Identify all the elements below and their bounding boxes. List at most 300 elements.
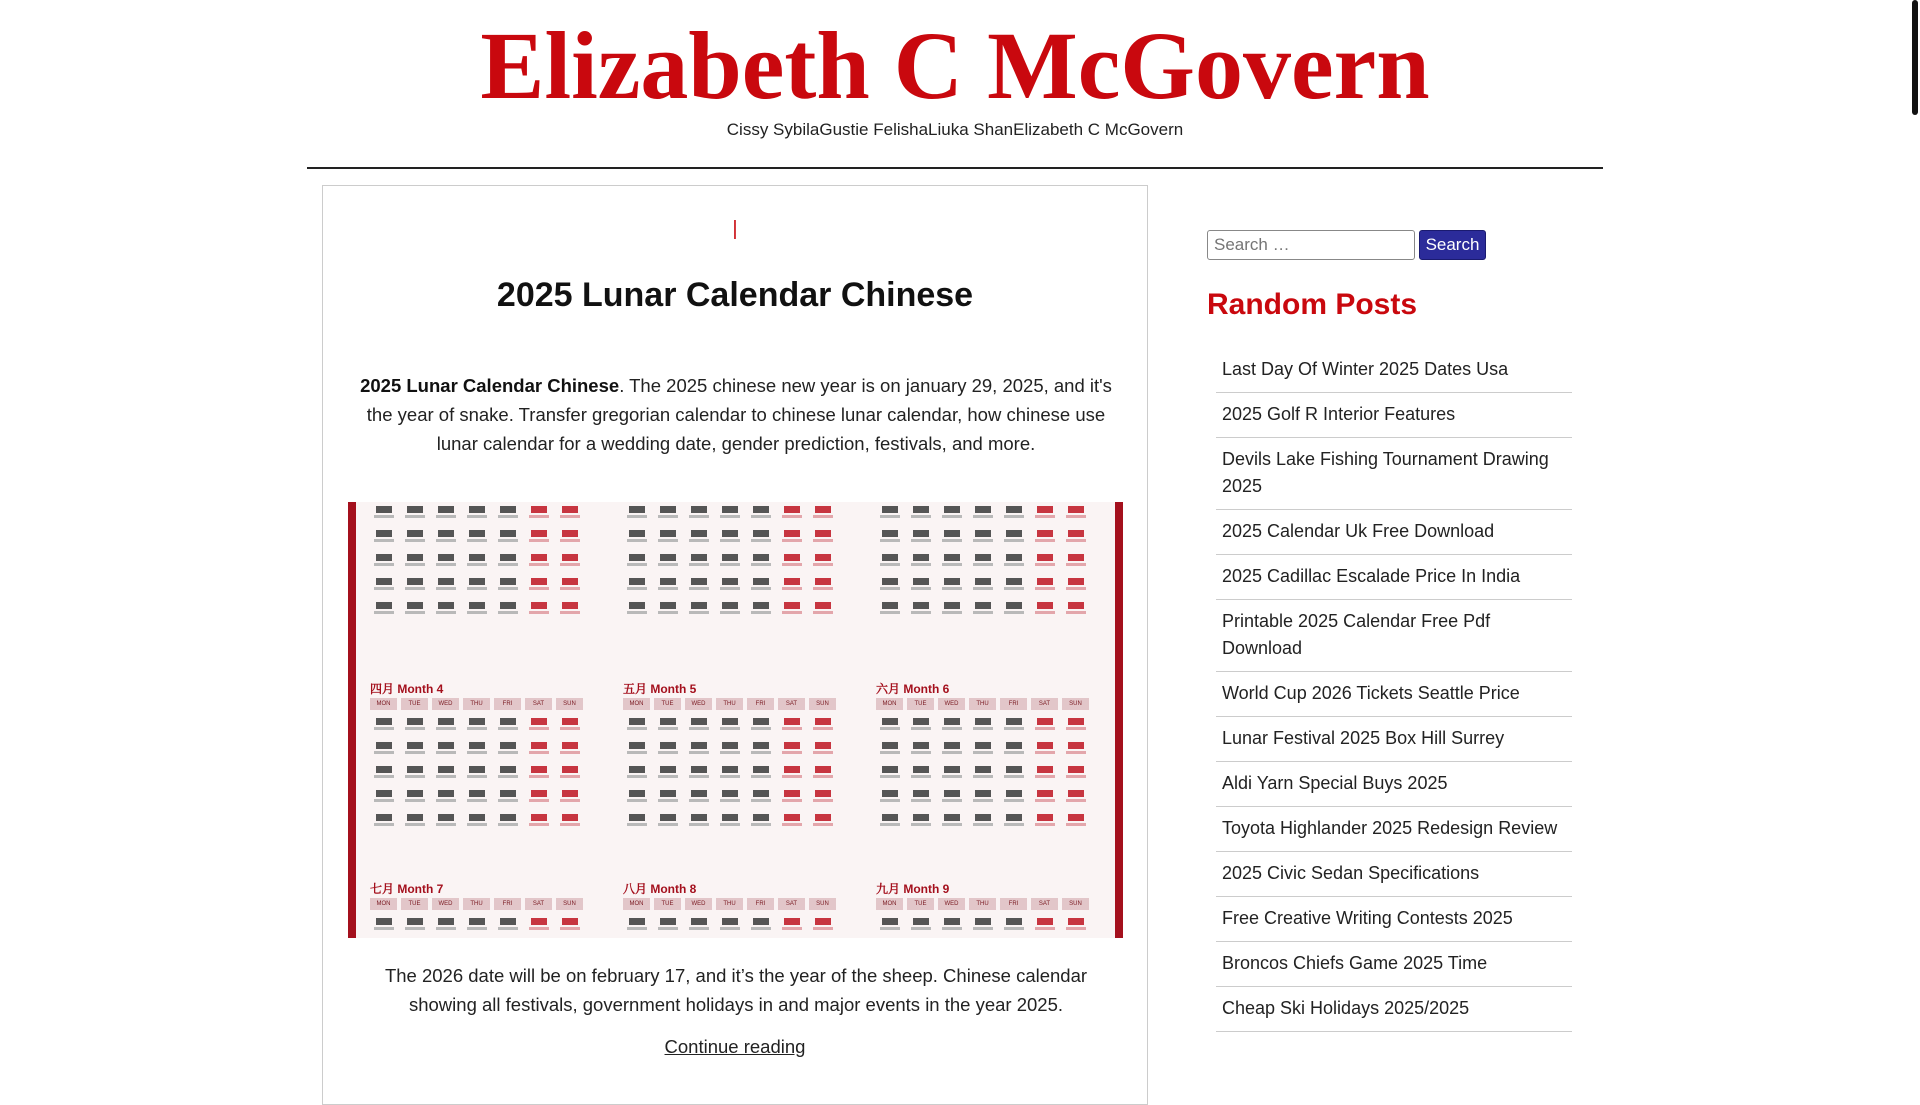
calendar-month	[862, 502, 1115, 658]
calendar-day-cell	[463, 530, 490, 546]
calendar-week-row	[876, 530, 1101, 546]
calendar-day-cell	[778, 530, 805, 546]
calendar-day-cell	[525, 790, 552, 806]
calendar-day-cell	[1031, 554, 1058, 570]
calendar-month	[862, 858, 1115, 938]
calendar-month	[862, 658, 1115, 858]
calendar-weekday-row	[623, 898, 848, 910]
calendar-weekday: WED	[685, 698, 712, 710]
calendar-day-cell	[432, 718, 459, 734]
calendar-day-cell	[747, 790, 774, 806]
calendar-day-cell	[432, 506, 459, 522]
random-post-item	[1216, 510, 1572, 555]
calendar-weekday: MON	[623, 898, 650, 910]
calendar-day-cell	[938, 742, 965, 758]
calendar-day-cell	[370, 766, 397, 782]
calendar-day-cell	[463, 578, 490, 594]
calendar-day-cell	[907, 766, 934, 782]
calendar-day-cell	[654, 718, 681, 734]
calendar-day-cell	[525, 718, 552, 734]
calendar-month-label: 五月 Month 5	[623, 682, 697, 696]
calendar-week-row	[370, 790, 595, 806]
nav-link-liuka-shan[interactable]: Liuka Shan	[928, 120, 1014, 139]
calendar-day-cell	[747, 814, 774, 830]
calendar-day-cell	[370, 578, 397, 594]
calendar-weekday: THU	[716, 898, 743, 910]
calendar-day-cell	[809, 530, 836, 546]
calendar-day-cell	[654, 578, 681, 594]
calendar-day-cell	[525, 506, 552, 522]
calendar-day-cell	[778, 718, 805, 734]
calendar-day-cell	[907, 742, 934, 758]
random-post-link[interactable]: 2025 Civic Sedan Specifications	[1222, 863, 1480, 883]
calendar-week-row	[623, 554, 848, 570]
top-navigation	[0, 120, 1910, 140]
calendar-day-cell	[716, 766, 743, 782]
calendar-image	[348, 502, 1123, 938]
random-post-link[interactable]: Cheap Ski Holidays 2025/2025	[1222, 998, 1470, 1018]
calendar-day-cell	[685, 742, 712, 758]
calendar-week-row	[623, 530, 848, 546]
calendar-month	[356, 858, 609, 938]
random-post-link[interactable]: World Cup 2026 Tickets Seattle Price	[1222, 683, 1520, 703]
calendar-day-cell	[525, 530, 552, 546]
calendar-day-cell	[716, 814, 743, 830]
calendar-weekday-row	[370, 898, 595, 910]
calendar-day-cell	[747, 766, 774, 782]
calendar-week-row	[370, 742, 595, 758]
calendar-week-row	[370, 814, 595, 830]
calendar-day-cell	[525, 742, 552, 758]
calendar-day-cell	[494, 530, 521, 546]
random-post-item	[1216, 942, 1572, 987]
calendar-day-cell	[716, 506, 743, 522]
calendar-day-cell	[494, 578, 521, 594]
calendar-day-cell	[938, 602, 965, 618]
calendar-day-cell	[809, 814, 836, 830]
calendar-week-row	[876, 742, 1101, 758]
calendar-day-cell	[494, 506, 521, 522]
article-card	[322, 185, 1148, 1105]
calendar-day-cell	[654, 530, 681, 546]
calendar-day-cell	[556, 530, 583, 546]
calendar-day-cell	[716, 742, 743, 758]
calendar-day-cell	[525, 578, 552, 594]
calendar-day-cell	[716, 790, 743, 806]
calendar-day-cell	[623, 506, 650, 522]
calendar-week-row	[623, 718, 848, 734]
calendar-week-row	[370, 766, 595, 782]
calendar-weekday: FRI	[494, 698, 521, 710]
random-post-link[interactable]: Free Creative Writing Contests 2025	[1222, 908, 1513, 928]
calendar-day-cell	[432, 554, 459, 570]
calendar-week-row	[876, 814, 1101, 830]
post-intro-text: . The 2025 chinese new year is on january 29, 2025, and it's the year of snake. Transfer gregorian calendar to chinese lunar calendar, how chinese use lunar calendar for a wedding date, gender prediction, festivals, and more.	[366, 375, 1112, 454]
random-post-link[interactable]: 2025 Cadillac Escalade Price In India	[1222, 566, 1521, 586]
calendar-day-cell	[809, 718, 836, 734]
calendar-day-cell	[716, 718, 743, 734]
calendar-day-cell	[778, 790, 805, 806]
calendar-day-cell	[432, 602, 459, 618]
calendar-day-cell	[370, 530, 397, 546]
calendar-weekday: WED	[938, 698, 965, 710]
calendar-day-cell	[1000, 602, 1027, 618]
calendar-day-cell	[623, 790, 650, 806]
calendar-day-cell	[1062, 554, 1089, 570]
continue-reading-link[interactable]: Continue reading	[664, 1036, 806, 1057]
calendar-day-cell	[370, 814, 397, 830]
calendar-day-cell	[685, 718, 712, 734]
calendar-day-cell	[876, 742, 903, 758]
calendar-day-cell	[401, 918, 428, 934]
calendar-day-cell	[685, 530, 712, 546]
calendar-day-cell	[494, 814, 521, 830]
calendar-weekday: SAT	[525, 698, 552, 710]
calendar-day-cell	[1062, 766, 1089, 782]
calendar-day-cell	[556, 766, 583, 782]
site-title	[0, 8, 1910, 123]
calendar-day-cell	[1062, 506, 1089, 522]
calendar-day-cell	[463, 814, 490, 830]
calendar-weekday: MON	[876, 898, 903, 910]
calendar-day-cell	[809, 766, 836, 782]
calendar-day-cell	[1062, 742, 1089, 758]
nav-link-elizabeth-c-mcgovern[interactable]: Elizabeth C McGovern	[1013, 120, 1184, 139]
calendar-day-cell	[370, 554, 397, 570]
calendar-week-row	[623, 766, 848, 782]
calendar-day-cell	[1031, 790, 1058, 806]
calendar-day-cell	[556, 578, 583, 594]
calendar-day-cell	[685, 506, 712, 522]
calendar-day-cell	[463, 766, 490, 782]
calendar-day-cell	[556, 742, 583, 758]
random-post-link[interactable]: Aldi Yarn Special Buys 2025	[1222, 773, 1448, 793]
calendar-day-cell	[623, 814, 650, 830]
category-marker: |	[732, 218, 738, 240]
calendar-day-cell	[463, 742, 490, 758]
calendar-weekday-row	[623, 698, 848, 710]
calendar-day-cell	[938, 506, 965, 522]
calendar-day-cell	[654, 506, 681, 522]
calendar-month-label: 六月 Month 6	[876, 682, 950, 696]
calendar-day-cell	[778, 554, 805, 570]
calendar-weekday: SUN	[556, 698, 583, 710]
calendar-month-label: 八月 Month 8	[623, 882, 697, 896]
calendar-weekday: THU	[969, 898, 996, 910]
nav-link-gustie-felisha[interactable]: Gustie Felisha	[819, 120, 929, 139]
calendar-day-cell	[907, 530, 934, 546]
calendar-day-cell	[556, 814, 583, 830]
random-post-link[interactable]: Lunar Festival 2025 Box Hill Surrey	[1222, 728, 1505, 748]
calendar-day-cell	[401, 530, 428, 546]
calendar-day-cell	[747, 918, 774, 934]
calendar-weekday: FRI	[1000, 698, 1027, 710]
search-input[interactable]	[1207, 230, 1415, 260]
calendar-day-cell	[654, 742, 681, 758]
calendar-day-cell	[401, 742, 428, 758]
calendar-day-cell	[747, 506, 774, 522]
calendar-day-cell	[494, 918, 521, 934]
calendar-day-cell	[654, 766, 681, 782]
calendar-weekday: SAT	[778, 698, 805, 710]
calendar-week-row	[876, 918, 1101, 934]
calendar-day-cell	[1031, 918, 1058, 934]
calendar-day-cell	[1062, 718, 1089, 734]
calendar-week-row	[876, 602, 1101, 618]
calendar-day-cell	[938, 766, 965, 782]
calendar-week-row	[876, 578, 1101, 594]
calendar-day-cell	[876, 554, 903, 570]
calendar-week-row	[623, 814, 848, 830]
calendar-day-cell	[778, 506, 805, 522]
calendar-day-cell	[1062, 918, 1089, 934]
calendar-day-cell	[938, 918, 965, 934]
calendar-day-cell	[1031, 718, 1058, 734]
calendar-day-cell	[1031, 742, 1058, 758]
calendar-week-row	[623, 918, 848, 934]
calendar-day-cell	[809, 506, 836, 522]
calendar-day-cell	[778, 742, 805, 758]
calendar-weekday: THU	[463, 898, 490, 910]
calendar-day-cell	[876, 530, 903, 546]
random-post-link[interactable]: 2025 Golf R Interior Features	[1222, 404, 1456, 424]
calendar-day-cell	[525, 602, 552, 618]
calendar-day-cell	[463, 554, 490, 570]
calendar-day-cell	[370, 918, 397, 934]
calendar-day-cell	[1031, 602, 1058, 618]
calendar-day-cell	[809, 602, 836, 618]
calendar-day-cell	[432, 578, 459, 594]
calendar-day-cell	[778, 766, 805, 782]
calendar-weekday: SUN	[1062, 698, 1089, 710]
calendar-day-cell	[370, 718, 397, 734]
calendar-day-cell	[494, 790, 521, 806]
calendar-day-cell	[876, 602, 903, 618]
calendar-week-row	[623, 578, 848, 594]
calendar-day-cell	[969, 506, 996, 522]
calendar-week-row	[370, 578, 595, 594]
calendar-day-cell	[969, 530, 996, 546]
calendar-grid	[356, 502, 1115, 938]
calendar-day-cell	[809, 742, 836, 758]
calendar-day-cell	[525, 814, 552, 830]
calendar-day-cell	[778, 814, 805, 830]
calendar-day-cell	[1031, 766, 1058, 782]
calendar-weekday: FRI	[747, 698, 774, 710]
calendar-day-cell	[907, 718, 934, 734]
calendar-day-cell	[432, 742, 459, 758]
calendar-day-cell	[907, 814, 934, 830]
calendar-day-cell	[938, 718, 965, 734]
calendar-day-cell	[401, 554, 428, 570]
calendar-weekday: SAT	[525, 898, 552, 910]
calendar-day-cell	[1000, 506, 1027, 522]
calendar-day-cell	[556, 790, 583, 806]
calendar-day-cell	[1062, 578, 1089, 594]
calendar-day-cell	[938, 530, 965, 546]
calendar-day-cell	[556, 506, 583, 522]
calendar-day-cell	[494, 602, 521, 618]
calendar-day-cell	[525, 554, 552, 570]
calendar-weekday: SUN	[809, 898, 836, 910]
calendar-weekday: FRI	[494, 898, 521, 910]
calendar-day-cell	[938, 578, 965, 594]
calendar-day-cell	[778, 918, 805, 934]
calendar-day-cell	[969, 918, 996, 934]
calendar-week-row	[876, 766, 1101, 782]
calendar-weekday: WED	[685, 898, 712, 910]
calendar-day-cell	[876, 918, 903, 934]
nav-link-cissy-sybila[interactable]: Cissy Sybila	[726, 120, 820, 139]
site-title-link[interactable]: Elizabeth C McGovern	[480, 12, 1430, 119]
calendar-day-cell	[463, 790, 490, 806]
calendar-day-cell	[1000, 530, 1027, 546]
calendar-day-cell	[907, 602, 934, 618]
calendar-week-row	[876, 790, 1101, 806]
random-post-item	[1216, 555, 1572, 600]
calendar-day-cell	[1062, 814, 1089, 830]
calendar-day-cell	[432, 814, 459, 830]
calendar-day-cell	[747, 742, 774, 758]
calendar-day-cell	[716, 530, 743, 546]
calendar-day-cell	[556, 718, 583, 734]
calendar-month	[609, 502, 862, 658]
calendar-day-cell	[809, 554, 836, 570]
calendar-day-cell	[969, 766, 996, 782]
calendar-day-cell	[876, 766, 903, 782]
calendar-day-cell	[969, 554, 996, 570]
calendar-weekday: SUN	[556, 898, 583, 910]
calendar-day-cell	[969, 814, 996, 830]
calendar-month-label: 七月 Month 7	[370, 882, 444, 896]
calendar-day-cell	[401, 578, 428, 594]
calendar-day-cell	[969, 742, 996, 758]
calendar-weekday: TUE	[654, 898, 681, 910]
calendar-weekday: SAT	[778, 898, 805, 910]
calendar-day-cell	[623, 918, 650, 934]
random-post-item	[1216, 897, 1572, 942]
search-button[interactable]: Search	[1419, 230, 1486, 260]
random-post-link[interactable]: Printable 2025 Calendar Free Pdf Download	[1222, 611, 1491, 658]
calendar-day-cell	[401, 790, 428, 806]
calendar-day-cell	[969, 790, 996, 806]
calendar-day-cell	[716, 602, 743, 618]
calendar-day-cell	[432, 918, 459, 934]
calendar-day-cell	[969, 602, 996, 618]
random-post-link[interactable]: 2025 Calendar Uk Free Download	[1222, 521, 1495, 541]
random-post-link[interactable]: Broncos Chiefs Game 2025 Time	[1222, 953, 1488, 973]
random-post-link[interactable]: Devils Lake Fishing Tournament Drawing 2025	[1222, 449, 1549, 496]
calendar-day-cell	[463, 506, 490, 522]
calendar-weekday: SUN	[1062, 898, 1089, 910]
calendar-day-cell	[907, 578, 934, 594]
calendar-day-cell	[778, 602, 805, 618]
calendar-day-cell	[623, 530, 650, 546]
random-post-item	[1216, 987, 1572, 1032]
calendar-day-cell	[907, 554, 934, 570]
calendar-weekday: MON	[876, 698, 903, 710]
post-intro-bold: 2025 Lunar Calendar Chinese	[360, 375, 620, 396]
calendar-day-cell	[494, 718, 521, 734]
calendar-day-cell	[747, 578, 774, 594]
random-post-item	[1216, 600, 1572, 672]
calendar-day-cell	[1031, 506, 1058, 522]
calendar-day-cell	[654, 554, 681, 570]
calendar-week-row	[623, 790, 848, 806]
calendar-day-cell	[969, 578, 996, 594]
calendar-weekday: TUE	[654, 698, 681, 710]
calendar-weekday: WED	[938, 898, 965, 910]
calendar-day-cell	[809, 790, 836, 806]
calendar-day-cell	[747, 530, 774, 546]
calendar-day-cell	[1000, 918, 1027, 934]
calendar-week-row	[370, 506, 595, 522]
calendar-week-row	[370, 718, 595, 734]
calendar-day-cell	[876, 506, 903, 522]
calendar-day-cell	[685, 790, 712, 806]
calendar-weekday: FRI	[747, 898, 774, 910]
calendar-month	[356, 658, 609, 858]
calendar-day-cell	[401, 602, 428, 618]
calendar-day-cell	[907, 790, 934, 806]
calendar-weekday-row	[370, 698, 595, 710]
calendar-day-cell	[716, 578, 743, 594]
calendar-day-cell	[876, 814, 903, 830]
scrollbar-thumb[interactable]	[1912, 0, 1918, 115]
calendar-day-cell	[876, 790, 903, 806]
calendar-day-cell	[685, 814, 712, 830]
calendar-weekday: SAT	[1031, 898, 1058, 910]
calendar-day-cell	[1000, 766, 1027, 782]
calendar-week-row	[876, 718, 1101, 734]
calendar-weekday: THU	[716, 698, 743, 710]
calendar-day-cell	[716, 918, 743, 934]
random-post-link[interactable]: Toyota Highlander 2025 Redesign Review	[1222, 818, 1558, 838]
random-post-link[interactable]: Last Day Of Winter 2025 Dates Usa	[1222, 359, 1509, 379]
post-title[interactable]: 2025 Lunar Calendar Chinese	[496, 276, 974, 314]
calendar-day-cell	[654, 918, 681, 934]
calendar-week-row	[370, 918, 595, 934]
calendar-day-cell	[432, 530, 459, 546]
calendar-day-cell	[401, 814, 428, 830]
calendar-day-cell	[685, 766, 712, 782]
calendar-week-row	[623, 506, 848, 522]
calendar-weekday: MON	[370, 698, 397, 710]
calendar-day-cell	[809, 578, 836, 594]
calendar-day-cell	[623, 742, 650, 758]
calendar-week-row	[370, 530, 595, 546]
calendar-weekday: THU	[463, 698, 490, 710]
calendar-week-row	[876, 506, 1101, 522]
calendar-day-cell	[685, 578, 712, 594]
calendar-week-row	[370, 602, 595, 618]
calendar-week-row	[623, 602, 848, 618]
calendar-day-cell	[556, 602, 583, 618]
calendar-day-cell	[1000, 814, 1027, 830]
calendar-weekday: TUE	[401, 698, 428, 710]
calendar-day-cell	[623, 578, 650, 594]
random-post-item	[1216, 807, 1572, 852]
calendar-weekday: SAT	[1031, 698, 1058, 710]
calendar-day-cell	[525, 918, 552, 934]
calendar-day-cell	[556, 554, 583, 570]
calendar-day-cell	[370, 742, 397, 758]
calendar-day-cell	[494, 766, 521, 782]
calendar-day-cell	[370, 602, 397, 618]
calendar-weekday: TUE	[401, 898, 428, 910]
calendar-day-cell	[938, 814, 965, 830]
calendar-day-cell	[938, 790, 965, 806]
